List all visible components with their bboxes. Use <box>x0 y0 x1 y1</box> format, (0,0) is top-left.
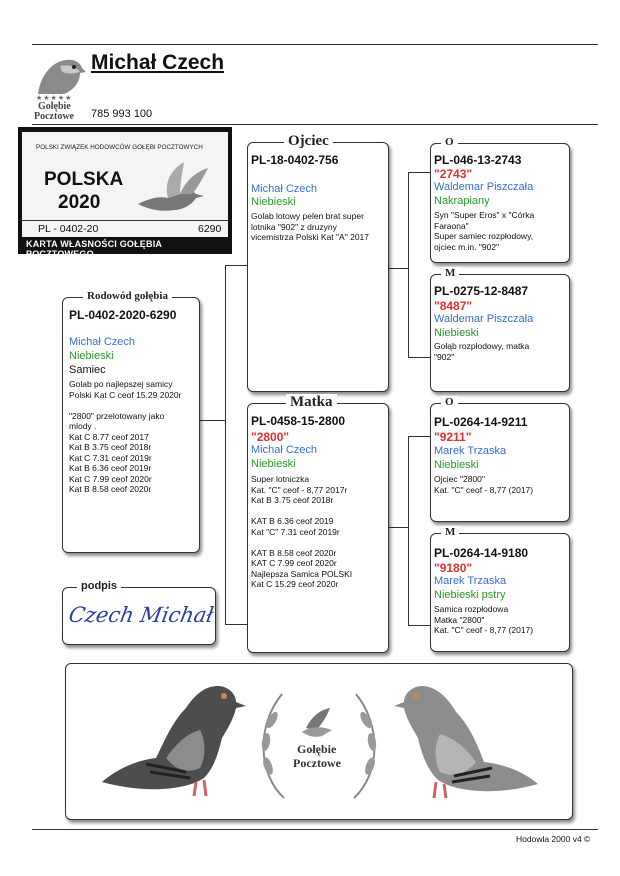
connector <box>408 357 430 358</box>
maternal-grandmother-title: M <box>441 526 459 538</box>
paternal-grandmother-title: M <box>441 267 459 279</box>
mother-box <box>247 394 389 653</box>
maternal-grandfather-nick: "9211" <box>434 430 472 444</box>
maternal-grandmother-notes: Samica rozpłodowa Matka "2800" Kat. "C" ceof - 8,77 (2017) <box>434 604 534 635</box>
banner-box <box>65 663 573 820</box>
maternal-grandfather-title: O <box>441 396 458 408</box>
card-face <box>22 132 228 237</box>
mother-nick: "2800" <box>251 430 290 444</box>
banner-logo-line-2: Pocztowe <box>293 756 341 770</box>
paternal-grandfather-owner: Waldemar Piszczała <box>434 181 534 193</box>
father-notes: Golab lotowy pelen brat super lotnika "902" z druzyny vicemistrza Polski Kat "A" 2017 <box>251 211 369 242</box>
laurel-wreath-icon <box>252 670 386 810</box>
pigeon-head-icon <box>30 50 88 98</box>
logo-line-2: Pocztowe <box>34 111 74 122</box>
connector <box>408 436 409 626</box>
father-owner: Michał Czech <box>251 183 318 195</box>
logo-stars: ★★★★★ <box>36 95 73 102</box>
pedigree-color: Niebieski <box>69 350 114 362</box>
mother-title: Matka <box>286 394 337 411</box>
connector <box>408 172 430 173</box>
mother-notes: Super lotniczka Kat. "C" ceof - 8,77 2017r Kat B 3.75 ceof 2018r KAT B 6.36 ceof 2019 Kat "C" 7.31 ceof 2019r KAT B 8.58 ceof 2020r KAT C 7.99 ceof 2020r Najlepsza Samica POLSKI Kat C 15.29 ceof 2020r <box>251 474 353 589</box>
header-rule <box>32 124 598 125</box>
maternal-grandmother-nick: "9180" <box>434 561 473 575</box>
footer-text: Hodowla 2000 v4 © <box>516 834 591 844</box>
connector <box>225 265 247 266</box>
connector <box>408 436 430 437</box>
pedigree-ring: PL-0402-2020-6290 <box>69 308 177 322</box>
card-top-text: POLSKI ZWIĄZEK HODOWCÓW GOŁĘBI POCZTOWYCH <box>36 144 203 151</box>
signature-title: podpis <box>77 580 121 592</box>
paternal-grandfather-title: O <box>441 136 458 148</box>
paternal-grandmother-box <box>430 267 570 392</box>
card-ring-right: 6290 <box>198 223 222 235</box>
father-title: Ojciec <box>284 133 333 150</box>
maternal-grandmother-ring: PL-0264-14-9180 <box>434 546 529 560</box>
pedigree-notes: Golab po najlepszej samicy Polski Kat C ceof 15.29 2020r "2800" przelotowany jako mlody . Kat C 8.77 ceof 2017 Kat B 3.75 ceof 2018r Kat C 7.31 ceof 2019r Kat B 6.36 ceof 2019r Kat C 7.99 ceof 2020r Kat B 8.58 ceof 2020r <box>69 379 182 494</box>
signature-box <box>62 580 216 645</box>
mother-ring: PL-0458-15-2800 <box>251 414 346 428</box>
maternal-grandfather-owner: Marek Trzaska <box>434 445 507 457</box>
footer-rule <box>32 829 598 830</box>
connector <box>408 625 430 626</box>
card-ring-left: PL - 0402-20 <box>38 223 99 235</box>
paternal-grandfather-nick: "2743" <box>434 167 473 181</box>
paternal-grandmother-ring: PL-0275-12-8487 <box>434 284 529 298</box>
pedigree-box <box>62 290 200 553</box>
maternal-grandmother-color: Niebieski pstry <box>434 589 506 601</box>
card-country: POLSKA <box>44 169 124 190</box>
pigeon-left-icon <box>86 672 256 802</box>
connector <box>225 265 226 625</box>
father-ring: PL-18-0402-756 <box>251 153 339 167</box>
maternal-grandfather-notes: Ojciec "2800" Kat. "C" ceof - 8,77 (2017) <box>434 474 534 495</box>
maternal-grandfather-ring: PL-0264-14-9211 <box>434 415 528 429</box>
connector <box>387 527 408 528</box>
signature-text: Czech Michał <box>66 603 216 627</box>
maternal-grandfather-color: Niebieski <box>434 459 479 471</box>
father-box <box>247 133 389 392</box>
connector <box>387 268 408 269</box>
pedigree-sex: Samiec <box>69 364 106 376</box>
maternal-grandfather-box <box>430 396 570 522</box>
mother-owner: Michał Czech <box>251 444 318 456</box>
card-year: 2020 <box>58 192 101 213</box>
ownership-card <box>18 127 232 259</box>
pigeon-right-icon <box>384 672 554 802</box>
father-color: Niebieski <box>251 196 296 208</box>
pedigree-owner: Michał Czech <box>69 336 136 348</box>
paternal-grandfather-color: Nakrapiany <box>434 195 490 207</box>
card-divider <box>22 220 228 221</box>
pigeon-flying-icon <box>134 160 214 220</box>
paternal-grandmother-nick: "8487" <box>434 299 473 313</box>
card-bottom-text: KARTA WŁASNOŚCI GOŁĘBIA POCZTOWEGO <box>26 239 162 259</box>
top-rule <box>32 44 598 45</box>
connector <box>408 172 409 358</box>
maternal-grandmother-owner: Marek Trzaska <box>434 575 507 587</box>
maternal-grandmother-box <box>430 526 570 652</box>
header-logo <box>30 50 88 120</box>
breeder-name: Michał Czech <box>91 51 225 74</box>
banner-logo <box>252 670 386 810</box>
paternal-grandmother-notes: Gołąb rozpłodowy, matka "902" <box>434 341 530 362</box>
connector <box>225 624 247 625</box>
paternal-grandfather-ring: PL-046-13-2743 <box>434 153 522 167</box>
paternal-grandfather-notes: Syn "Super Eros" x "Córka Faraona" Super samiec rozpłodowy, ojciec m.in. "902" <box>434 210 535 252</box>
banner-logo-line-1: Gołębie <box>297 742 337 756</box>
paternal-grandmother-color: Niebieski <box>434 327 479 339</box>
pedigree-title: Rodowód gołębia <box>83 290 172 302</box>
breeder-phone: 785 993 100 <box>91 108 153 120</box>
mother-color: Niebieski <box>251 458 296 470</box>
paternal-grandmother-owner: Waldemar Piszczała <box>434 313 534 325</box>
paternal-grandfather-box <box>430 136 570 263</box>
logo-line-1: Gołębie <box>38 101 71 112</box>
connector <box>198 420 226 421</box>
